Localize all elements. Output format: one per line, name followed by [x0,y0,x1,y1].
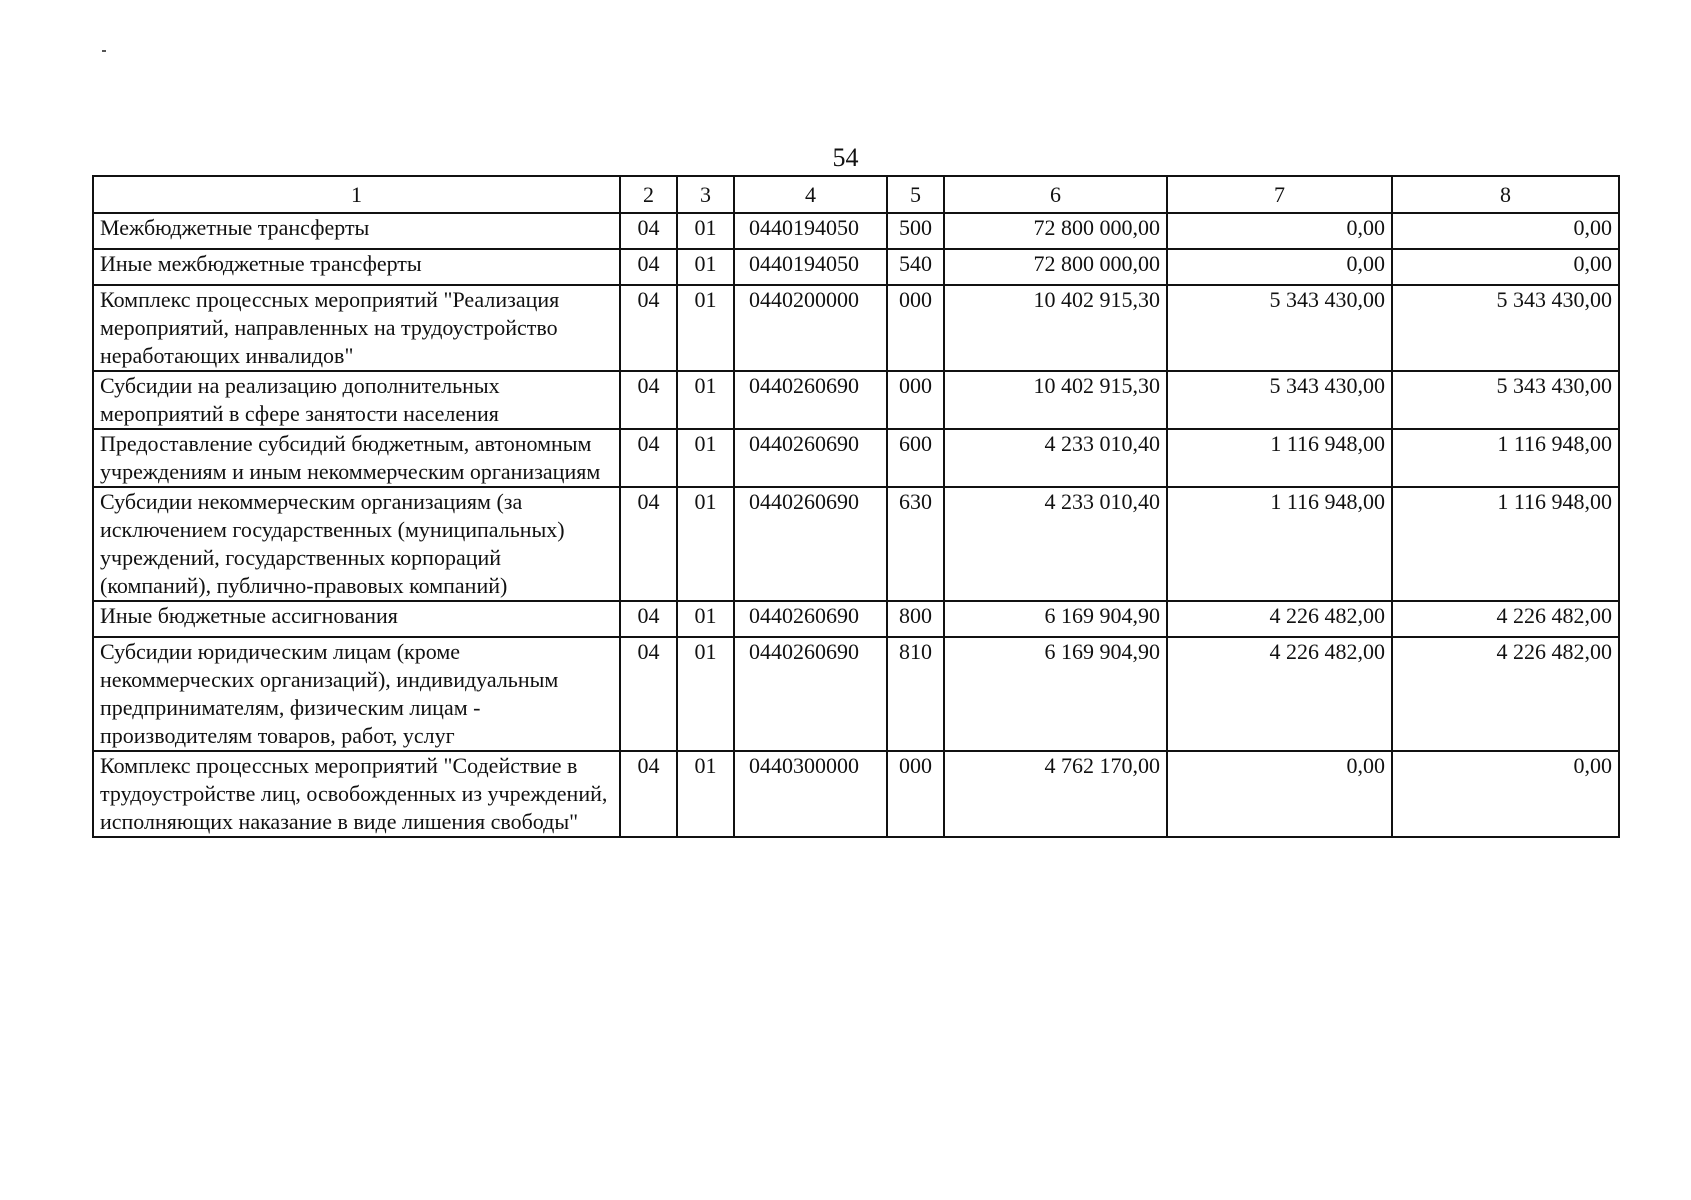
row-amount-col6: 4 233 010,40 [944,487,1167,601]
row-section-code: 04 [620,487,677,601]
row-target-article-code: 0440200000 [734,285,887,371]
column-header-7: 7 [1167,176,1392,213]
row-section-code: 04 [620,601,677,637]
column-header-3: 3 [677,176,734,213]
page-number: 54 [832,143,859,172]
table-row [93,751,1619,837]
row-amount-col8: 1 116 948,00 [1392,429,1619,487]
row-target-article-code: 0440194050 [734,249,887,285]
column-header-1: 1 [93,176,620,213]
row-expense-type-code: 800 [887,601,944,637]
row-subsection-code: 01 [677,429,734,487]
row-target-article-code: 0440194050 [734,213,887,249]
row-expense-type-code: 000 [887,371,944,429]
row-amount-col7: 4 226 482,00 [1167,637,1392,751]
row-target-article-code: 0440300000 [734,751,887,837]
row-amount-col7: 5 343 430,00 [1167,371,1392,429]
row-amount-col6: 6 169 904,90 [944,637,1167,751]
row-name: Субсидии некоммерческим организациям (за исключением государственных (муниципальных) учреждений, государственных корпораций (компаний), публично-правовых компаний) [93,487,620,601]
row-name: Комплекс процессных мероприятий "Содействие в трудоустройстве лиц, освобожденных из учреждений, исполняющих наказание в виде лишения свободы" [93,751,620,837]
row-name: Межбюджетные трансферты [93,213,620,249]
row-section-code: 04 [620,751,677,837]
row-amount-col8: 5 343 430,00 [1392,285,1619,371]
table-row [93,285,1619,371]
row-amount-col8: 0,00 [1392,751,1619,837]
row-name: Предоставление субсидий бюджетным, автономным учреждениям и иным некоммерческим организациям [93,429,620,487]
row-subsection-code: 01 [677,249,734,285]
table-row [93,429,1619,487]
row-amount-col6: 4 762 170,00 [944,751,1167,837]
row-expense-type-code: 000 [887,285,944,371]
row-target-article-code: 0440260690 [734,601,887,637]
row-amount-col7: 0,00 [1167,249,1392,285]
row-amount-col6: 10 402 915,30 [944,371,1167,429]
row-subsection-code: 01 [677,371,734,429]
table-row [93,601,1619,637]
row-amount-col6: 72 800 000,00 [944,249,1167,285]
row-amount-col6: 72 800 000,00 [944,213,1167,249]
row-subsection-code: 01 [677,285,734,371]
row-name: Иные бюджетные ассигнования [93,601,620,637]
row-target-article-code: 0440260690 [734,429,887,487]
header-row [93,176,1619,213]
row-section-code: 04 [620,429,677,487]
table-row [93,637,1619,751]
scan-artifact [102,50,106,52]
row-amount-col8: 5 343 430,00 [1392,371,1619,429]
row-expense-type-code: 500 [887,213,944,249]
row-target-article-code: 0440260690 [734,371,887,429]
row-subsection-code: 01 [677,751,734,837]
row-amount-col8: 1 116 948,00 [1392,487,1619,601]
row-amount-col7: 0,00 [1167,751,1392,837]
row-amount-col6: 6 169 904,90 [944,601,1167,637]
row-name: Иные межбюджетные трансферты [93,249,620,285]
row-amount-col6: 10 402 915,30 [944,285,1167,371]
row-section-code: 04 [620,213,677,249]
table-row [93,371,1619,429]
column-header-2: 2 [620,176,677,213]
row-expense-type-code: 000 [887,751,944,837]
row-amount-col7: 1 116 948,00 [1167,487,1392,601]
row-amount-col7: 4 226 482,00 [1167,601,1392,637]
row-amount-col8: 0,00 [1392,213,1619,249]
column-header-8: 8 [1392,176,1619,213]
row-subsection-code: 01 [677,637,734,751]
row-expense-type-code: 810 [887,637,944,751]
row-amount-col8: 0,00 [1392,249,1619,285]
row-section-code: 04 [620,285,677,371]
column-header-4: 4 [734,176,887,213]
row-expense-type-code: 540 [887,249,944,285]
row-subsection-code: 01 [677,487,734,601]
row-subsection-code: 01 [677,213,734,249]
row-amount-col7: 1 116 948,00 [1167,429,1392,487]
budget-table [92,175,1620,838]
column-header-5: 5 [887,176,944,213]
row-section-code: 04 [620,249,677,285]
table-row [93,213,1619,249]
row-amount-col8: 4 226 482,00 [1392,637,1619,751]
row-amount-col7: 5 343 430,00 [1167,285,1392,371]
row-expense-type-code: 600 [887,429,944,487]
table-row [93,249,1619,285]
row-name: Комплекс процессных мероприятий "Реализация мероприятий, направленных на трудоустройство неработающих инвалидов" [93,285,620,371]
row-section-code: 04 [620,637,677,751]
row-amount-col6: 4 233 010,40 [944,429,1167,487]
row-section-code: 04 [620,371,677,429]
table-row [93,487,1619,601]
row-expense-type-code: 630 [887,487,944,601]
row-name: Субсидии юридическим лицам (кроме некоммерческих организаций), индивидуальным предпринимателям, физическим лицам - производителям товаров, работ, услуг [93,637,620,751]
row-target-article-code: 0440260690 [734,487,887,601]
row-name: Субсидии на реализацию дополнительных мероприятий в сфере занятости населения [93,371,620,429]
row-subsection-code: 01 [677,601,734,637]
row-target-article-code: 0440260690 [734,637,887,751]
row-amount-col8: 4 226 482,00 [1392,601,1619,637]
row-amount-col7: 0,00 [1167,213,1392,249]
column-header-6: 6 [944,176,1167,213]
